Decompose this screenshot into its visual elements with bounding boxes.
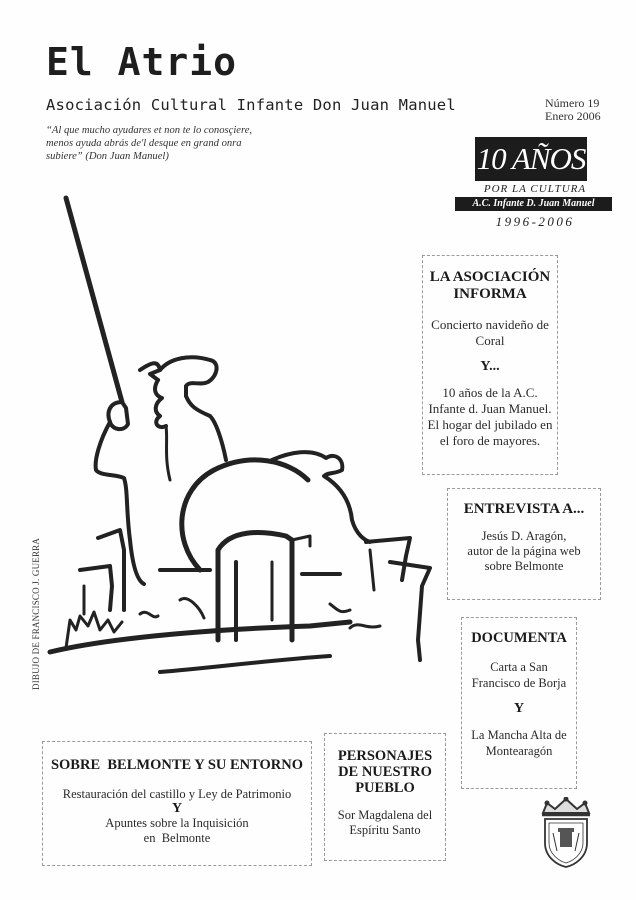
illustration-credit: DIBUJO DE FRANCISCO J. GUERRA <box>31 537 41 690</box>
section-heading: SOBRE BELMONTE Y SU ENTORNO <box>50 757 304 773</box>
article-title: el foro de mayores. <box>439 433 541 448</box>
coat-of-arms-icon <box>537 797 595 874</box>
anniversary-years: 1996-2006 <box>495 214 575 229</box>
article-title: en Belmonte <box>143 831 211 845</box>
quote-line: menos ayuda abrás de'l desque en grand onra <box>46 138 242 149</box>
section-heading: PERSONAJES <box>337 748 433 764</box>
article-title: Concierto navideño de <box>431 317 549 332</box>
issue-date: Enero 2006 <box>545 109 601 123</box>
quote-line: subiere” (Don Juan Manuel) <box>46 151 169 162</box>
section-documenta[interactable] <box>461 617 577 789</box>
quixote-castle-illustration <box>40 190 440 695</box>
anniversary-badge <box>455 137 615 230</box>
article-title: sobre Belmonte <box>484 559 564 573</box>
connector: Y... <box>480 359 500 374</box>
issue-number: Número 19 <box>545 96 600 110</box>
article-title: Apuntes sobre la Inquisición <box>105 816 249 830</box>
article-title: 10 años de la A.C. <box>442 385 538 400</box>
connector: Y <box>171 801 183 816</box>
article-title: Francisco de Borja <box>471 676 567 690</box>
article-title: Infante d. Juan Manuel. <box>428 401 552 416</box>
article-title: La Mancha Alta de <box>471 728 567 742</box>
article-title: Carta a San <box>490 660 548 674</box>
magazine-title: El Atrio <box>46 40 238 84</box>
association-name: Asociación Cultural Infante Don Juan Manuel <box>46 96 456 114</box>
article-title: El hogar del jubilado en <box>427 417 553 432</box>
article-title: Espíritu Santo <box>349 823 421 837</box>
section-entrevista[interactable] <box>447 488 601 600</box>
section-la-asociacion-informa[interactable] <box>422 255 558 475</box>
article-title: Sor Magdalena del <box>337 808 433 822</box>
section-heading: DOCUMENTA <box>471 630 567 646</box>
anniversary-tagline: POR LA CULTURA <box>483 183 587 195</box>
section-sobre-belmonte[interactable] <box>42 741 312 866</box>
anniversary-main: 10 AÑOS <box>475 137 587 181</box>
section-heading: PUEBLO <box>355 780 415 796</box>
article-title: Montearagón <box>485 744 553 758</box>
anniversary-org: A.C. Infante D. Juan Manuel <box>455 197 612 211</box>
connector: Y <box>513 701 525 716</box>
issue-info <box>545 97 601 123</box>
section-heading: ENTREVISTA A... <box>463 501 585 517</box>
section-personajes-de-nuestro-pueblo[interactable] <box>324 733 446 861</box>
article-title: Restauración del castillo y Ley de Patrimonio <box>62 787 292 801</box>
section-heading: DE NUESTRO <box>338 764 432 780</box>
article-title: autor de la página web <box>467 544 581 558</box>
epigraph-quote <box>46 124 286 163</box>
section-heading: LA ASOCIACIÓN <box>429 269 551 285</box>
section-heading: INFORMA <box>453 286 527 302</box>
quote-line: “Al que mucho ayudares et non te lo conosçiere, <box>46 125 253 136</box>
article-title: Coral <box>475 333 505 348</box>
article-title: Jesús D. Aragón, <box>481 529 567 543</box>
